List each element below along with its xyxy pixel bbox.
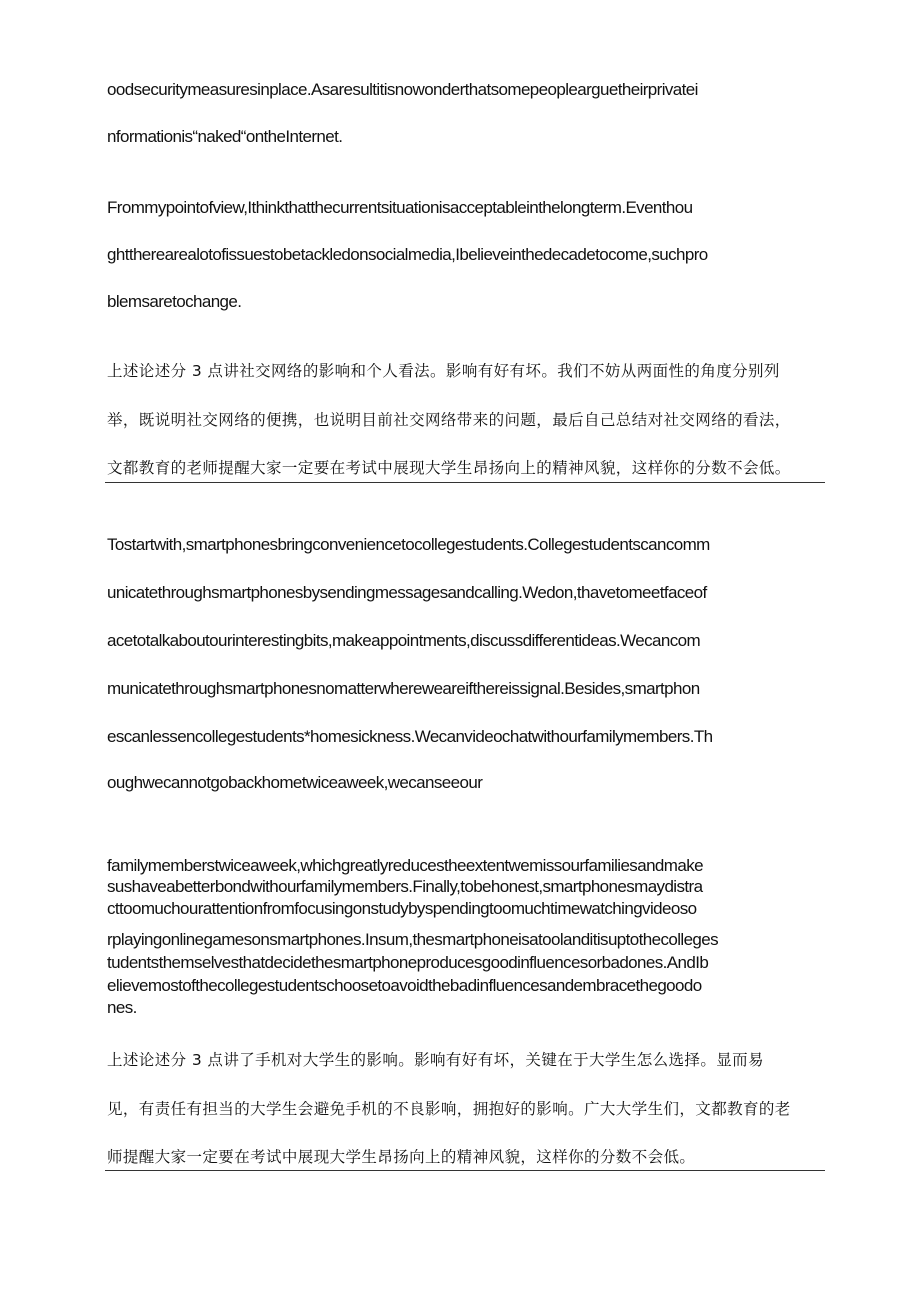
paragraph-line: sushaveabetterbondwithourfamilymembers.Finally,tobehonest,smartphonesmaydistra	[107, 877, 703, 896]
paragraph-line: Frommypointofview,Ithinkthatthecurrentsituationisacceptableinthelongterm.Eventhou	[107, 198, 693, 217]
paragraph-line: familymemberstwiceaweek,whichgreatlyreducestheextentwemissourfamiliesandmake	[107, 856, 703, 875]
comment-line: 师提醒大家一定要在考试中展现大学生昂扬向上的精神风貌，这样你的分数不会低。	[107, 1148, 696, 1166]
paragraph-line: escanlessencollegestudents*homesickness.Wecanvideochatwithourfamilymembers.Th	[107, 727, 713, 746]
paragraph-line: nformationis“naked“ontheInternet.	[107, 127, 343, 146]
paragraph-line: acetotalkaboutourinterestingbits,makeappointments,discussdifferentideas.Wecancom	[107, 631, 701, 650]
paragraph-line: Tostartwith,smartphonesbringconveniencetocollegestudents.Collegestudentscancomm	[107, 535, 710, 554]
comment-line: 举，既说明社交网络的便携，也说明目前社交网络带来的问题，最后自己总结对社交网络的看法，	[107, 411, 791, 429]
comment-line: 文都教育的老师提醒大家一定要在考试中展现大学生昂扬向上的精神风貌，这样你的分数不会低。	[107, 459, 791, 477]
paragraph-line: unicatethroughsmartphonesbysendingmessagesandcalling.Wedon,thavetomeetfaceof	[107, 583, 707, 602]
paragraph-line: cttoomuchourattentionfromfocusingonstudybyspendingtoomuchtimewatchingvideoso	[107, 899, 697, 918]
comment-line: 见，有责任有担当的大学生会避免手机的不良影响，拥抱好的影响。广大大学生们，文都教育的老	[107, 1100, 791, 1118]
comment-line: 上述论述分 3 点讲了手机对大学生的影响。影响有好有坏，关键在于大学生怎么选择。显而易	[107, 1051, 764, 1069]
paragraph-line: nes.	[107, 998, 137, 1017]
paragraph-line: tudentsthemselvesthatdecidethesmartphoneproducesgoodinfluencesorbadones.AndIb	[107, 953, 709, 972]
paragraph-line: oodsecuritymeasuresinplace.Asaresultitisnowonderthatsomepeoplearguetheirprivatei	[107, 80, 698, 99]
paragraph-line: rplayingonlinegamesonsmartphones.Insum,thesmartphoneisatoolanditisuptothecolleges	[107, 930, 719, 949]
paragraph-line: ghttherearealotofissuestobetackledonsocialmedia,Ibelieveinthedecadetocome,suchpro	[107, 245, 708, 264]
paragraph-line: municatethroughsmartphonesnomatterwhereweareifthereissignal.Besides,smartphon	[107, 679, 700, 698]
paragraph-line: elievemostofthecollegestudentschoosetoavoidthebadinfluencesandembracethegoodo	[107, 976, 702, 995]
divider	[105, 482, 825, 483]
paragraph-line: blemsaretochange.	[107, 292, 242, 311]
paragraph-line: oughwecannotgobackhometwiceaweek,wecanseeour	[107, 773, 483, 792]
comment-line: 上述论述分 3 点讲社交网络的影响和个人看法。影响有好有坏。我们不妨从两面性的角度分别列	[107, 362, 780, 380]
divider	[105, 1170, 825, 1171]
